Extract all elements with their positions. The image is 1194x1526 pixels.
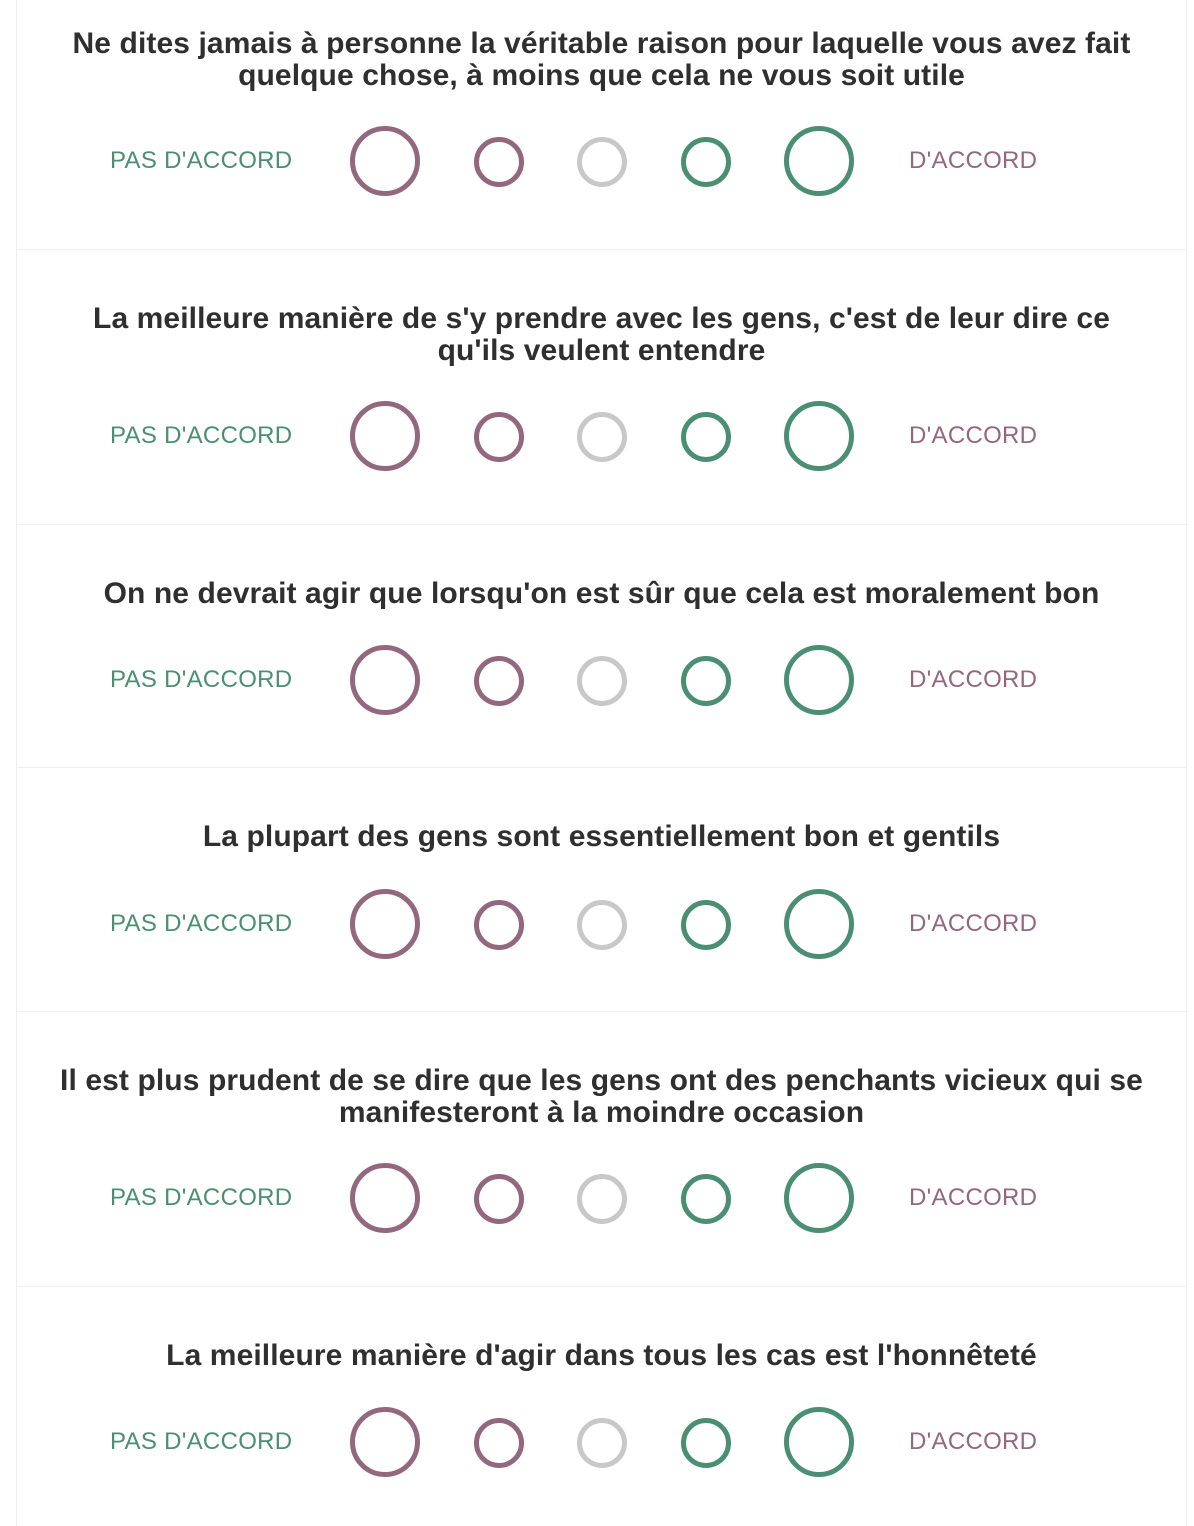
neutral-radio[interactable] — [577, 412, 627, 462]
agree-radio[interactable] — [681, 412, 731, 462]
question-text: La meilleure manière de s'y prendre avec les gens, c'est de leur dire ce qu'ils veulent entendre — [93, 302, 1110, 367]
agree-label: D'ACCORD — [909, 147, 1038, 174]
questionnaire — [16, 0, 1187, 1526]
agree-radio[interactable] — [681, 1418, 731, 1468]
disagree-label: PAS D'ACCORD — [110, 422, 293, 449]
neutral-radio[interactable] — [577, 1418, 627, 1468]
question-5 — [17, 1012, 1186, 1287]
question-2 — [17, 250, 1186, 525]
strongly-agree-radio[interactable] — [784, 1407, 854, 1477]
disagree-radio[interactable] — [474, 412, 524, 462]
strongly-disagree-radio[interactable] — [350, 126, 420, 196]
neutral-radio[interactable] — [577, 1174, 627, 1224]
neutral-radio[interactable] — [577, 137, 627, 187]
strongly-disagree-radio[interactable] — [350, 1163, 420, 1233]
disagree-radio[interactable] — [474, 1174, 524, 1224]
likert-scale — [17, 400, 1186, 472]
strongly-agree-radio[interactable] — [784, 401, 854, 471]
agree-label: D'ACCORD — [909, 910, 1038, 937]
question-text: Ne dites jamais à personne la véritable raison pour laquelle vous avez fait quelque chose, à moins que cela ne vous soit utile — [72, 27, 1131, 92]
neutral-radio[interactable] — [577, 900, 627, 950]
agree-radio[interactable] — [681, 1174, 731, 1224]
likert-scale — [17, 1406, 1186, 1478]
disagree-radio[interactable] — [474, 137, 524, 187]
strongly-disagree-radio[interactable] — [350, 889, 420, 959]
question-6 — [17, 1287, 1186, 1526]
agree-radio[interactable] — [681, 900, 731, 950]
agree-label: D'ACCORD — [909, 1184, 1038, 1211]
strongly-agree-radio[interactable] — [784, 126, 854, 196]
likert-scale — [17, 888, 1186, 960]
question-text: La plupart des gens sont essentiellement bon et gentils — [202, 820, 1001, 853]
agree-radio[interactable] — [681, 137, 731, 187]
question-1 — [17, 0, 1186, 250]
disagree-radio[interactable] — [474, 656, 524, 706]
disagree-label: PAS D'ACCORD — [110, 1428, 293, 1455]
disagree-label: PAS D'ACCORD — [110, 666, 293, 693]
strongly-disagree-radio[interactable] — [350, 401, 420, 471]
likert-scale — [17, 125, 1186, 197]
disagree-radio[interactable] — [474, 900, 524, 950]
question-text: Il est plus prudent de se dire que les gens ont des penchants vicieux qui se manifesteront à la moindre occasion — [60, 1064, 1143, 1129]
strongly-agree-radio[interactable] — [784, 645, 854, 715]
likert-scale — [17, 644, 1186, 716]
question-text: On ne devrait agir que lorsqu'on est sûr que cela est moralement bon — [103, 577, 1100, 610]
disagree-label: PAS D'ACCORD — [110, 1184, 293, 1211]
strongly-agree-radio[interactable] — [784, 1163, 854, 1233]
strongly-disagree-radio[interactable] — [350, 645, 420, 715]
strongly-agree-radio[interactable] — [784, 889, 854, 959]
agree-label: D'ACCORD — [909, 1428, 1038, 1455]
disagree-label: PAS D'ACCORD — [110, 147, 293, 174]
agree-label: D'ACCORD — [909, 422, 1038, 449]
strongly-disagree-radio[interactable] — [350, 1407, 420, 1477]
neutral-radio[interactable] — [577, 656, 627, 706]
question-3 — [17, 525, 1186, 768]
question-4 — [17, 768, 1186, 1012]
question-text: La meilleure manière d'agir dans tous les cas est l'honnêteté — [166, 1339, 1037, 1372]
agree-label: D'ACCORD — [909, 666, 1038, 693]
disagree-label: PAS D'ACCORD — [110, 910, 293, 937]
disagree-radio[interactable] — [474, 1418, 524, 1468]
agree-radio[interactable] — [681, 656, 731, 706]
likert-scale — [17, 1162, 1186, 1234]
